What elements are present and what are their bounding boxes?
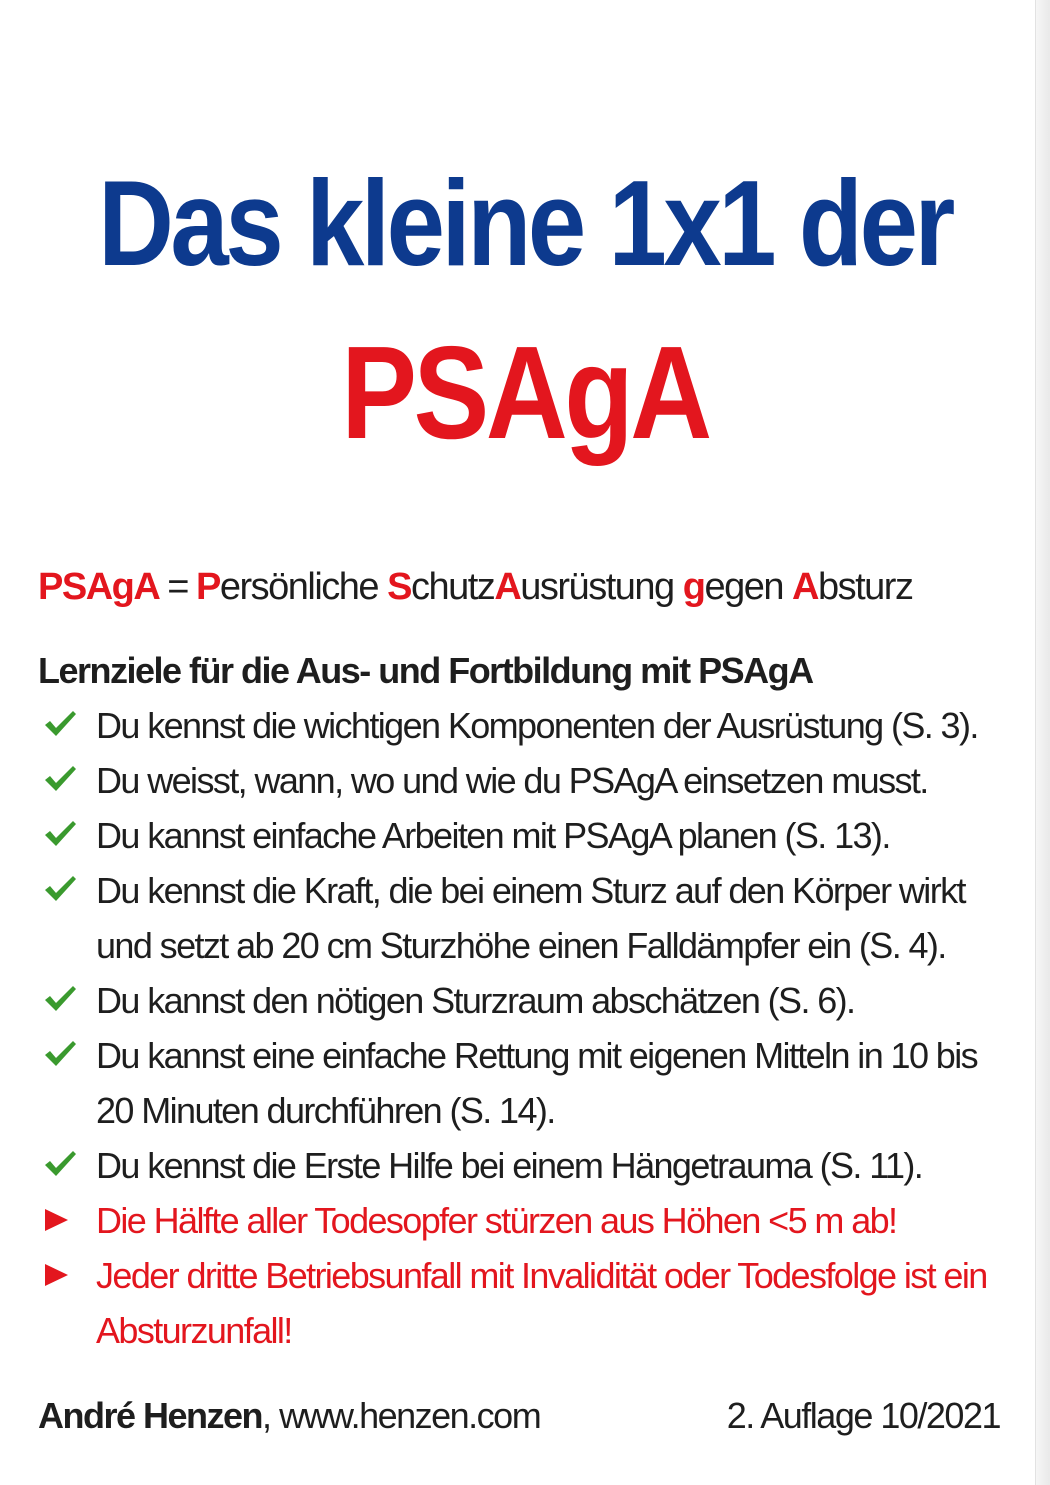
title-line-2: PSAgA — [341, 319, 709, 466]
definition-word-part: bsturz — [817, 566, 913, 608]
footer — [38, 1393, 1000, 1439]
definition-abbreviation: PSAgA — [38, 566, 160, 608]
definition-initial: P — [196, 566, 220, 608]
definition-initial: S — [387, 566, 411, 608]
goal-text: Du kannst den nötigen Sturzraum abschätzen (S. 6). — [96, 980, 855, 1021]
footer-separator: , — [262, 1395, 280, 1436]
goals-heading: Lernziele für die Aus- und Fortbildung mit PSAgA — [38, 650, 813, 691]
goal-item — [38, 863, 1013, 973]
warning-item — [38, 1193, 1013, 1248]
goal-text: Du kennst die Erste Hilfe bei einem Hängetrauma (S. 11). — [96, 1145, 923, 1186]
goal-text: Du weisst, wann, wo und wie du PSAgA einsetzen musst. — [96, 760, 928, 801]
title-line-1: Das kleine 1x1 der — [98, 155, 952, 291]
definition-initial: A — [494, 566, 521, 608]
check-icon — [42, 973, 82, 1028]
definition-equals: = — [167, 566, 188, 608]
goal-text: Du kannst einfache Arbeiten mit PSAgA planen (S. 13). — [96, 815, 890, 856]
abbreviation-definition — [38, 562, 912, 612]
warning-item — [38, 1248, 1013, 1358]
page-edge — [1035, 0, 1050, 1485]
triangle-right-icon — [42, 1248, 82, 1303]
goal-item — [38, 808, 1013, 863]
goals-list — [38, 698, 1013, 1358]
definition-initial: A — [792, 566, 818, 608]
definition-word-part: usrüstung — [520, 566, 683, 608]
edition-label: 2. Auflage 10/2021 — [726, 1395, 1000, 1436]
definition-word-part: chutz — [410, 566, 495, 608]
check-icon — [42, 1028, 82, 1083]
definition-word-part: egen — [704, 566, 793, 608]
goal-text: Du kannst eine einfache Rettung mit eigenen Mitteln in 10 bis 20 Minuten durchführen (S. 14). — [96, 1035, 977, 1131]
warning-text: Jeder dritte Betriebsunfall mit Invalidität oder Todesfolge ist ein Absturzunfall! — [96, 1255, 987, 1351]
triangle-right-icon — [42, 1193, 82, 1248]
goal-item — [38, 698, 1013, 753]
check-icon — [42, 863, 82, 918]
check-icon — [42, 808, 82, 863]
goal-text: Du kennst die wichtigen Komponenten der Ausrüstung (S. 3). — [96, 705, 978, 746]
check-icon — [42, 1138, 82, 1193]
goal-item — [38, 1028, 1013, 1138]
goal-text: Du kennst die Kraft, die bei einem Sturz auf den Körper wirkt und setzt ab 20 cm Sturzhöhe einen Falldämpfer ein (S. 4). — [96, 870, 965, 966]
website-link[interactable]: www.henzen.com — [279, 1395, 541, 1436]
goal-item — [38, 753, 1013, 808]
goal-item — [38, 1138, 1013, 1193]
check-icon — [42, 753, 82, 808]
author-name: André Henzen — [38, 1395, 263, 1436]
check-icon — [42, 698, 82, 753]
warning-text: Die Hälfte aller Todesopfer stürzen aus Höhen <5 m ab! — [96, 1200, 897, 1241]
definition-word-part: ersönliche — [219, 566, 388, 608]
goal-item — [38, 973, 1013, 1028]
definition-initial: g — [682, 566, 705, 608]
